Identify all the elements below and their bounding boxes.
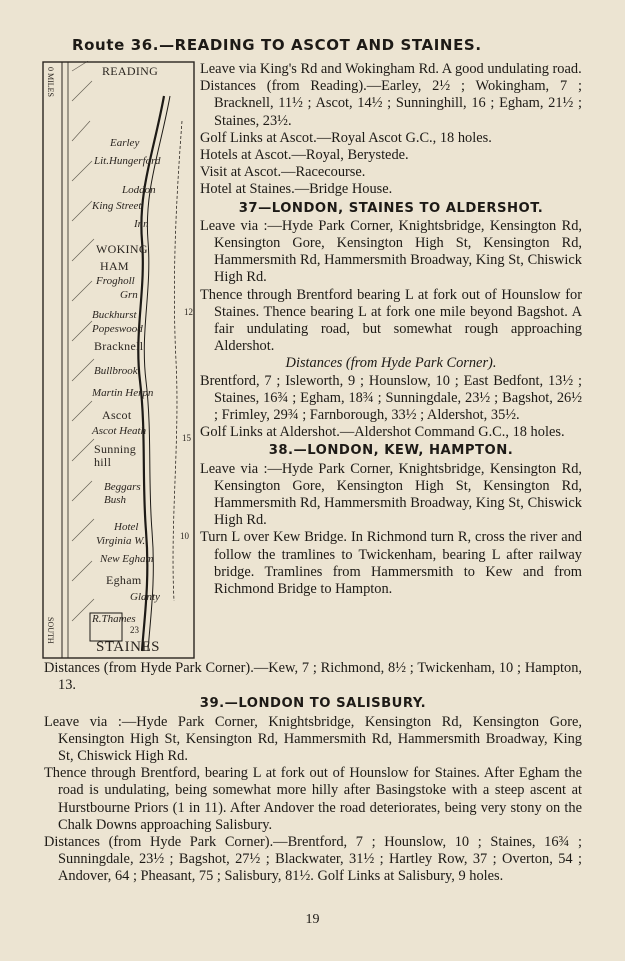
map-mile-marker: 15 — [182, 433, 191, 443]
map-scale-bottom: SOUTH — [46, 617, 55, 644]
route-39-directions: Leave via :—Hyde Park Corner, Knightsbridge, Kensington Rd, Kensington Gore, Kensington High St, Kensington Rd, Hammersmith Rd, Hammersmith Broadway, King St, Chiswick High Rd. — [44, 713, 582, 765]
route-36-directions: Leave via King's Rd and Wokingham Rd. A good undulating road. — [200, 61, 582, 77]
route-39-notes: Thence through Brentford, bearing L at fork out of Hounslow for Staines. After Egham the road is undulating, being somewhat more hilly after Basingstoke with a steep ascent at Hurstbourne Priors (1 in 11). After Andover the road deteriorates, being very stony on the Chalk Downs approaching Salisbury. — [44, 765, 582, 833]
route-36-body — [200, 61, 582, 598]
route-39-distances: Distances (from Hyde Park Corner).—Brentford, 7 ; Hounslow, 10 ; Staines, 16¾ ; Sunningdale, 23½ ; Bagshot, 27½ ; Blackwater, 31½ ; Hartley Row, 37 ; Overton, 54 ; Andover, 64 ; Pheasant, 75 ; Salisbury, 81½. Golf Links at Salisbury, 9 holes. — [44, 834, 582, 885]
full-width-body — [44, 660, 582, 886]
map-label: Frogholl — [96, 275, 135, 287]
route-39-heading: 39.—LONDON TO SALISBURY. — [199, 696, 427, 712]
map-label: Egham — [106, 573, 142, 587]
map-label: Glanty — [130, 591, 160, 603]
route-37-notes: Thence through Brentford bearing L at fork out of Hounslow for Staines. Thence bearing L at fork one mile beyond Bagshot. A fair undulating road, but somewhat rough approaching Aldershot. — [200, 286, 582, 355]
map-label: Virginia W. — [96, 535, 146, 547]
map-label: Ascot Heath — [92, 425, 147, 437]
strip-map — [42, 61, 196, 659]
map-label: WOKING — [96, 242, 148, 256]
map-label: Inn — [134, 218, 149, 230]
route-38-notes: Turn L over Kew Bridge. In Richmond turn R, cross the river and follow the tramlines to Twickenham, bearing L after railway bridge. Tramlines from Hammersmith to Kew and from Richmond Bridge to Hampton. — [200, 529, 582, 598]
route-36-visit: Visit at Ascot.—Racecourse. — [200, 164, 366, 181]
map-label: Sunning hill — [94, 442, 137, 469]
map-label: Loddon — [122, 184, 156, 196]
map-label: HAM — [100, 259, 129, 273]
route-36-golf: Golf Links at Ascot.—Royal Ascot G.C., 18 holes. — [200, 129, 492, 146]
map-label: STAINES — [96, 639, 160, 655]
map-label: Buckhurst — [92, 309, 137, 321]
route-38-directions: Leave via :—Hyde Park Corner, Knightsbridge, Kensington Rd, Kensington Gore, Kensington High St, Kensington Rd, Hammersmith Rd, Hammersmith Broadway, King St, Chiswick High Rd. — [200, 460, 582, 529]
route-36-distances: Distances (from Reading).—Earley, 2½ ; Wokingham, 7 ; Bracknell, 11½ ; Ascot, 14½ ; Sunninghill, 16 ; Egham, 21½ ; Staines, 23½. — [200, 78, 582, 129]
route-38-heading: 38.—LONDON, KEW, HAMPTON. — [268, 443, 514, 459]
route-37-golf: Golf Links at Aldershot.—Aldershot Command G.C., 18 holes. — [200, 424, 565, 441]
map-label: New Egham — [100, 553, 154, 565]
map-label: Martin Herpn — [92, 387, 154, 399]
route-37-directions: Leave via :—Hyde Park Corner, Knightsbridge, Kensington Rd, Kensington Gore, Kensington High St, Kensington Rd, Hammersmith Rd, Hammersmith Broadway, King St, Chiswick High Rd. — [200, 217, 582, 286]
route-37-heading: 37—LONDON, STAINES TO ALDERSHOT. — [238, 200, 544, 216]
map-label: Popeswood — [92, 323, 143, 335]
map-label: Bullbrook — [94, 365, 138, 377]
map-label: R.Thames — [92, 613, 136, 625]
route-37-distances: Brentford, 7 ; Isleworth, 9 ; Hounslow, 10 ; East Bedfont, 13½ ; Staines, 16¾ ; Egham, 18¾ ; Sunningdale, 23½ ; Bagshot, 26½ ; Frimley, 29¾ ; Farnborough, 33½ ; Aldershot, 35½. — [200, 372, 582, 424]
page-number: 19 — [305, 912, 320, 927]
map-label: Grn — [120, 289, 138, 301]
map-label: Lit.Hungerford — [94, 155, 161, 167]
map-label: Ascot — [102, 408, 132, 422]
map-mile-marker: 10 — [180, 531, 189, 541]
route-38-distances: Distances (from Hyde Park Corner).—Kew, 7 ; Richmond, 8½ ; Twickenham, 10 ; Hampton, 13. — [44, 660, 582, 694]
strip-map-drawing — [42, 61, 196, 659]
route-36-hotel-staines: Hotel at Staines.—Bridge House. — [200, 181, 393, 198]
map-label: Bracknell — [94, 339, 144, 353]
map-scale-top: 0 MILES — [46, 67, 55, 97]
map-label: King Street — [92, 200, 142, 212]
map-label: Beggars Bush — [104, 481, 141, 506]
map-label: READING — [102, 64, 159, 78]
route-36-hotels: Hotels at Ascot.—Royal, Berystede. — [200, 147, 409, 164]
map-label: Earley — [110, 137, 140, 149]
route-37-distances-label: Distances (from Hyde Park Corner). — [285, 355, 497, 372]
map-mile-marker: 12 — [184, 307, 193, 317]
map-label: Hotel — [114, 521, 139, 533]
route-36-title: Route 36.—READING TO ASCOT AND STAINES. — [72, 36, 482, 54]
map-mile-marker: 23 — [130, 625, 139, 635]
